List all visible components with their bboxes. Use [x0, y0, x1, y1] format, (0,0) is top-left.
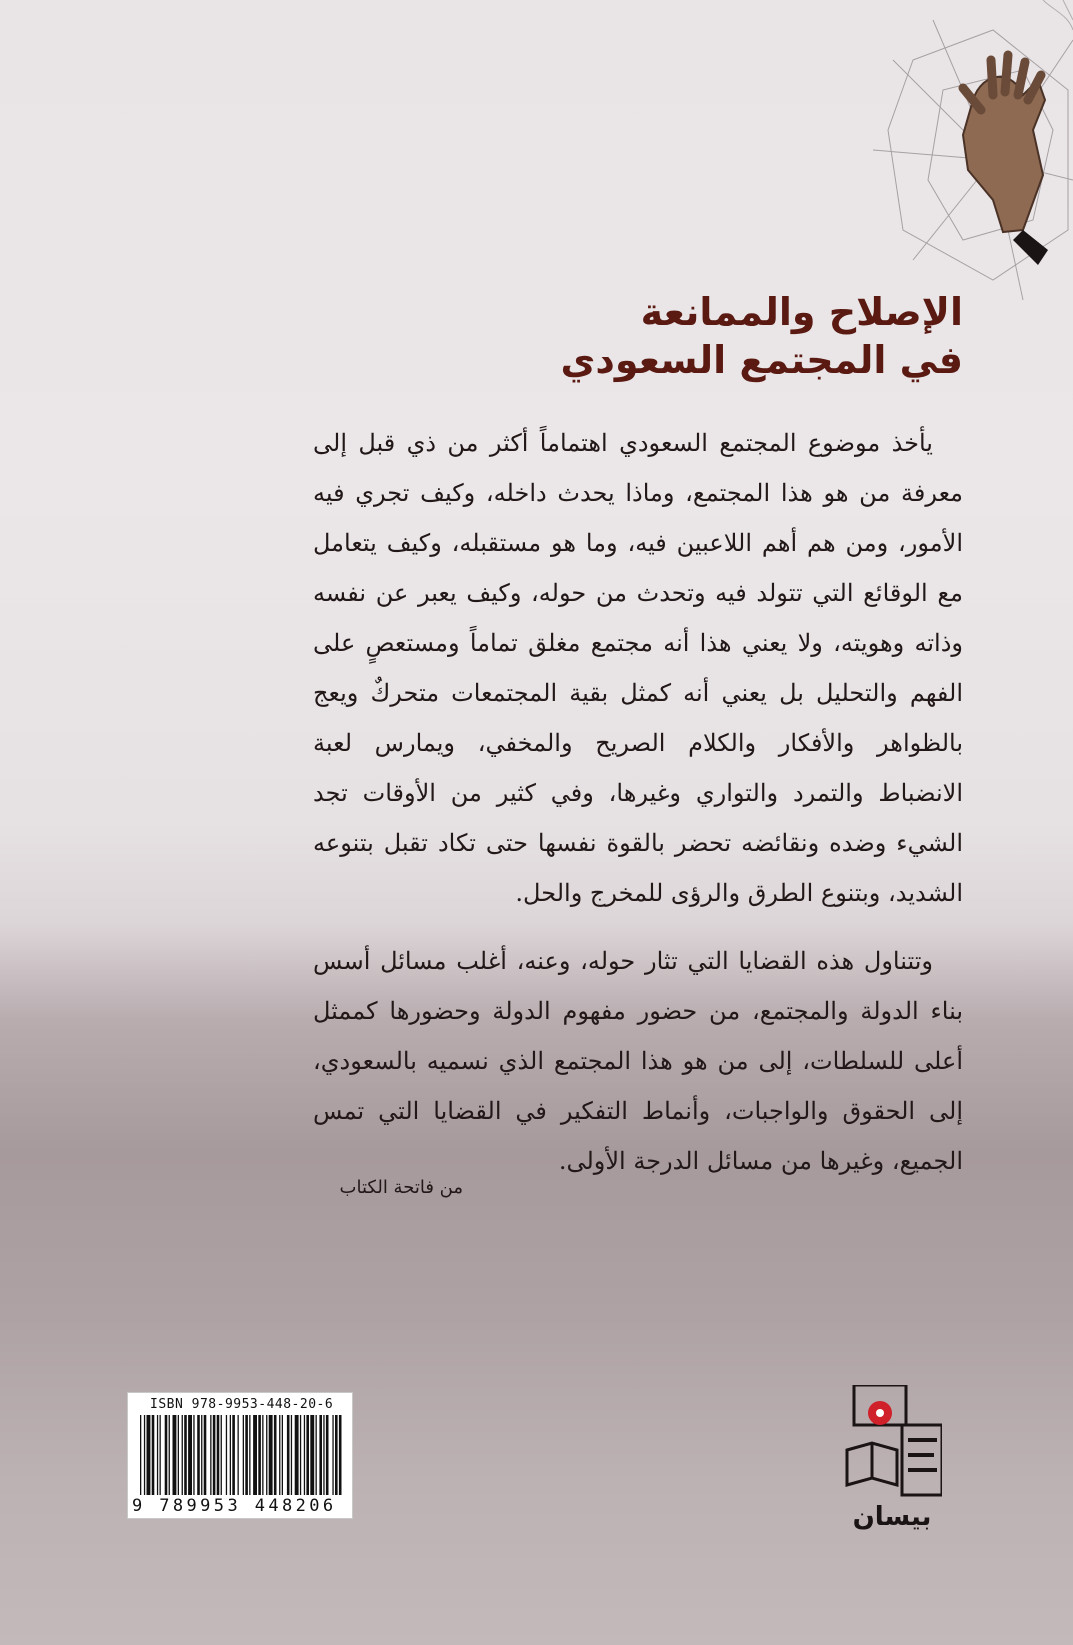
barcode-bar: [258, 1415, 261, 1495]
barcode-bar: [230, 1415, 231, 1495]
source-note: من فاتحة الكتاب: [339, 1177, 463, 1198]
barcode-bar: [188, 1415, 192, 1495]
barcode-bar: [339, 1415, 342, 1495]
barcode-bar: [213, 1415, 216, 1495]
barcode-bar: [160, 1415, 161, 1495]
barcode-bar: [319, 1415, 322, 1495]
barcode-bar: [335, 1415, 338, 1495]
barcode-bar: [152, 1415, 155, 1495]
hand-through-glass-illustration: [873, 0, 1073, 300]
barcode-bar: [253, 1415, 257, 1495]
barcode-bar: [238, 1415, 239, 1495]
barcode-bar: [274, 1415, 277, 1495]
book-title: [443, 288, 963, 384]
barcode-bar: [266, 1415, 267, 1495]
barcode-bar: [165, 1415, 168, 1495]
barcode-bar: [300, 1415, 301, 1495]
barcode-bar: [304, 1415, 305, 1495]
barcode-bar: [249, 1415, 250, 1495]
barcode-bar: [197, 1415, 200, 1495]
barcode-bar: [210, 1415, 211, 1495]
barcode-bar: [262, 1415, 263, 1495]
barcode-bar: [201, 1415, 202, 1495]
title-line-1: الإصلاح والممانعة: [640, 290, 963, 334]
barcode-bar: [217, 1415, 220, 1495]
barcode-bar: [310, 1415, 314, 1495]
barcode-bar: [144, 1415, 145, 1495]
blurb-paragraph-1: يأخذ موضوع المجتمع السعودي اهتماماً أكثر من ذي قبل إلى معرفة من هو هذا المجتمع، وماذا يحدث داخله، وكيف تجري فيه الأمور، ومن هم أهم اللاعبين فيه، وما هو مستقبله، وكيف يتعامل مع الوقائع التي تتولد فيه وتحدث من حوله، وكيف يعبر عن نفسه وذاته وهويته، ولا يعني هذا أنه مجتمع مغلق تماماً ومستعصٍ على الفهم والتحليل بل يعني أنه كمثل بقية المجتمعات متحركٌ ويعج بالظواهر والأفكار والكلام الصريح والمخفي، ويمارس لعبة الانضباط والتمرد والتواري وغيرها، وفي كثير من الأوقات تجد الشيء وضده ونقائضه تحضر بالقوة نفسها حتى تكاد تقبل بتنوعه الشديد، وبتنوع الطرق والرؤى للمخرج والحل.: [313, 429, 964, 907]
barcode-bar: [193, 1415, 194, 1495]
blurb-paragraph-2: وتتناول هذه القضايا التي تثار حوله، وعنه، أغلب مسائل أسس بناء الدولة والمجتمع، من حضور مفهوم الدولة وحضورها كممثل أعلى للسلطات، إلى من هو هذا المجتمع الذي نسميه بالسعودي، إلى الحقوق والواجبات، وأنماط التفكير في القضايا التي تمس الجميع، وغيرها من مسائل الدرجة الأولى.: [313, 947, 963, 1175]
barcode-bar: [184, 1415, 187, 1495]
blurb: [313, 418, 963, 1204]
barcode-bar: [287, 1415, 290, 1495]
barcode-bar: [332, 1415, 333, 1495]
barcode-bar: [226, 1415, 227, 1495]
barcode-bars: [138, 1415, 343, 1495]
barcode-bar: [316, 1415, 317, 1495]
barcode-bar: [282, 1415, 283, 1495]
ean-digits: 9 789953 448206: [132, 1496, 337, 1516]
isbn-barcode: [127, 1392, 353, 1519]
barcode-bar: [204, 1415, 207, 1495]
barcode-bar: [178, 1415, 179, 1495]
isbn-label: ISBN 978-9953-448-20-6: [150, 1397, 334, 1412]
barcode-bar: [232, 1415, 235, 1495]
publisher-name: بيسان: [852, 1502, 932, 1532]
barcode-bar: [147, 1415, 151, 1495]
barcode-bar: [323, 1415, 324, 1495]
barcode-bar: [245, 1415, 248, 1495]
barcode-bar: [157, 1415, 158, 1495]
barcode-bar: [173, 1415, 177, 1495]
publisher-logo: [842, 1385, 942, 1505]
title-line-2: في المجتمع السعودي: [560, 338, 963, 382]
barcode-bar: [140, 1415, 141, 1495]
barcode-bar: [182, 1415, 183, 1495]
barcode-bar: [279, 1415, 280, 1495]
barcode-bar: [326, 1415, 329, 1495]
barcode-bar: [221, 1415, 222, 1495]
barcode-bar: [243, 1415, 244, 1495]
barcode-bar: [169, 1415, 170, 1495]
barcode-bar: [306, 1415, 309, 1495]
barcode-bar: [291, 1415, 292, 1495]
barcode-bar: [269, 1415, 273, 1495]
barcode-bar: [295, 1415, 299, 1495]
